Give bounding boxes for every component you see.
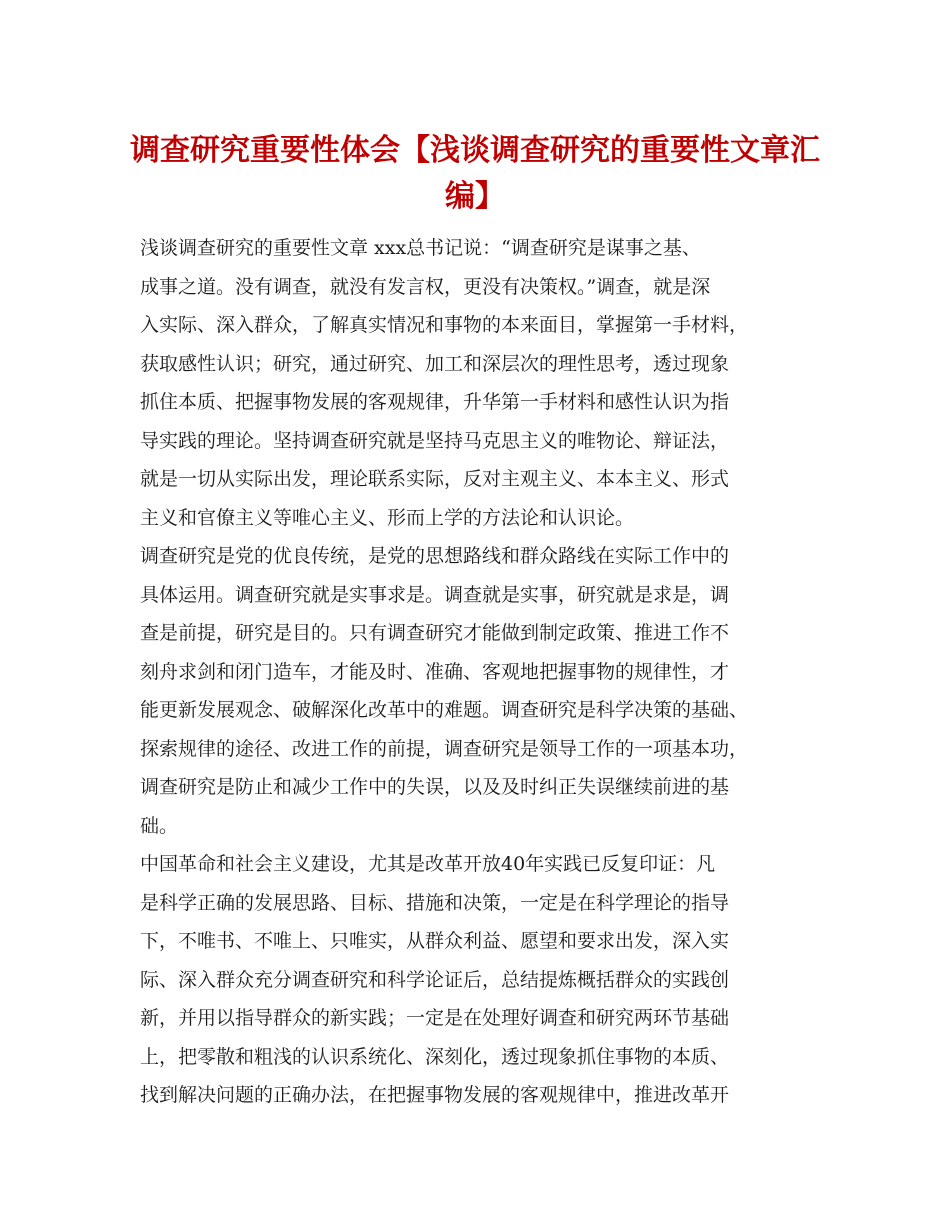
- body-text-line: 查是前提，研究是目的。只有调查研究才能做到制定政策、推进工作不: [140, 622, 730, 644]
- body-text-line: 探索规律的途径、改进工作的前提，调查研究是领导工作的一项基本功，: [140, 737, 749, 760]
- body-text-line: 入实际、深入群众，了解真实情况和事物的本来面目，掌握第一手材料，: [140, 314, 749, 336]
- body-text-line: 主义和官僚主义等唯心主义、形而上学的方法论和认识论。: [140, 506, 635, 529]
- body-text-line: 浅谈调查研究的重要性文章 xxx总书记说：“调查研究是谋事之基、: [140, 237, 701, 259]
- body-text-line: 具体运用。调查研究就是实事求是。调查就是实事，研究就是求是，调: [140, 583, 730, 606]
- body-text-line: 导实践的理论。坚持调查研究就是坚持马克思主义的唯物论、辩证法，: [140, 429, 730, 452]
- body-text-line: 际、深入群众充分调查研究和科学论证后，总结提炼概括群众的实践创: [140, 968, 730, 991]
- body-text-line: 就是一切从实际出发，理论联系实际，反对主观主义、本本主义、形式: [140, 468, 730, 490]
- document-title-line-2: 编】: [445, 179, 505, 214]
- body-text-line: 成事之道。没有调查，就没有发言权，更没有决策权。”调查，就是深: [140, 275, 711, 298]
- body-text-line: 下，不唯书、不唯上、只唯实，从群众利益、愿望和要求出发，深入实: [140, 930, 730, 952]
- document-title-line-1: 调查研究重要性体会【浅谈调查研究的重要性文章汇: [130, 133, 820, 168]
- body-text-line: 抓住本质、把握事物发展的客观规律，升华第一手材料和感性认识为指: [140, 391, 730, 413]
- body-text-line: 找到解决问题的正确办法，在把握事物发展的客观规律中，推进改革开: [140, 1084, 730, 1106]
- body-text-line: 中国革命和社会主义建设，尤其是改革开放40年实践已反复印证：凡: [140, 853, 716, 875]
- body-text-line: 获取感性认识；研究，通过研究、加工和深层次的理性思考，透过现象: [140, 352, 730, 375]
- body-text-line: 调查研究是党的优良传统，是党的思想路线和群众路线在实际工作中的: [140, 545, 730, 567]
- body-text-line: 是科学正确的发展思路、目标、措施和决策，一定是在科学理论的指导: [140, 891, 730, 914]
- body-text-line: 新，并用以指导群众的新实践；一定是在处理好调查和研究两环节基础: [140, 1007, 730, 1029]
- body-text-line: 调查研究是防止和减少工作中的失误，以及及时纠正失误继续前进的基: [140, 776, 730, 798]
- body-text-line: 刻舟求剑和闭门造车，才能及时、准确、客观地把握事物的规律性，才: [140, 660, 730, 683]
- body-text-line: 础。: [140, 814, 179, 837]
- body-text-line: 上，把零散和粗浅的认识系统化、深刻化，透过现象抓住事物的本质、: [140, 1045, 730, 1068]
- body-text-line: 能更新发展观念、破解深化改革中的难题。调查研究是科学决策的基础、: [140, 699, 749, 721]
